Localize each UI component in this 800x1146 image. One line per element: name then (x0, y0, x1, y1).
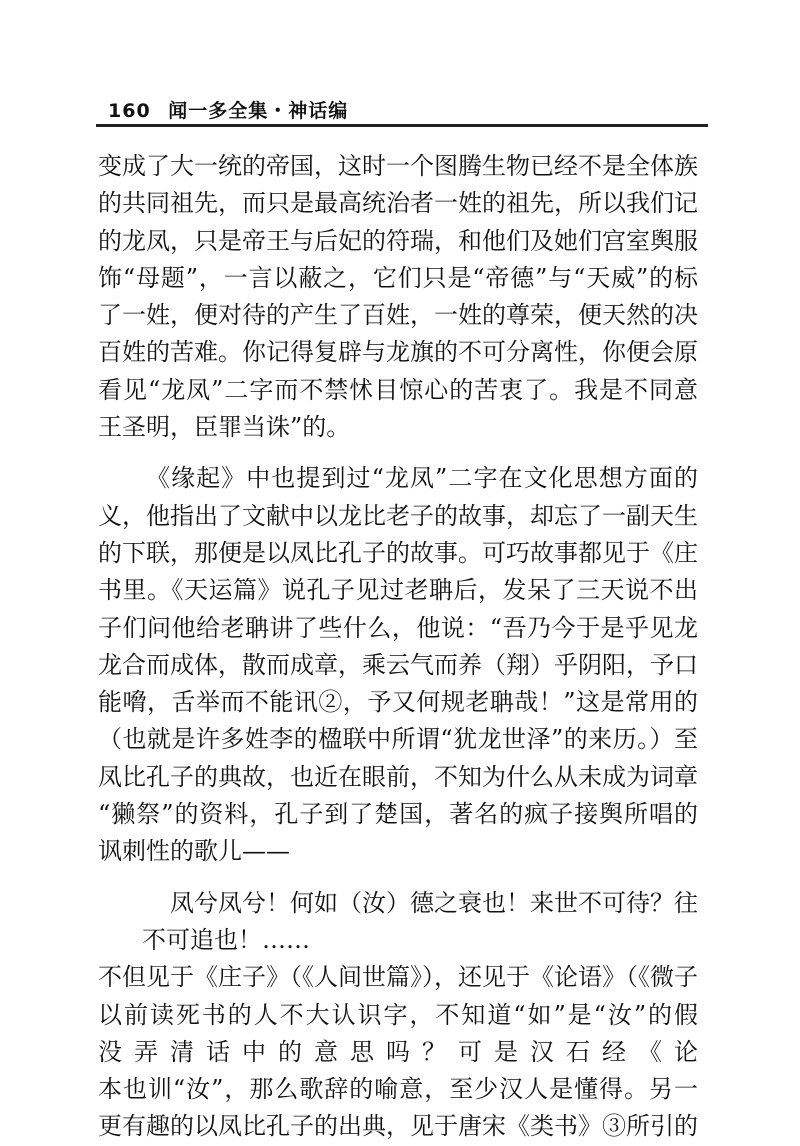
running-header (108, 96, 348, 123)
text-line: （也就是许多姓李的楹联中所谓“犹龙世泽”的来历。）至 (98, 725, 698, 754)
text-line: 更有趣的以凤比孔子的出典，见于唐宋《类书》③所引的 (98, 1112, 698, 1141)
text-line: 不但见于《庄子》（《人间世篇》），还见于《论语》（《微子 (98, 963, 698, 992)
text-line: 不可追也！…… (142, 925, 310, 954)
text-line: 凤比孔子的典故，也近在眼前，不知为什么从未成为词章 (98, 762, 698, 791)
text-line: 了一姓，便对待的产生了百姓，一姓的尊荣，便天然的决 (98, 301, 698, 330)
text-line: “獭祭”的资料，孔子到了楚国，著名的疯子接舆所唱的 (98, 800, 698, 829)
text-line: 的下联，那便是以凤比孔子的故事。可巧故事都见于《庄 (98, 538, 698, 567)
text-line: 书里。《天运篇》说孔子见过老聃后，发呆了三天说不出 (98, 576, 698, 605)
text-line: 《缘起》中也提到过“龙凤”二字在文化思想方面的 (146, 464, 698, 493)
text-line: 百姓的苦难。你记得复辟与龙旗的不可分离性，你便会原 (98, 338, 698, 367)
text-line: 本也训“汝”，那么歌辞的喻意，至少汉人是懂得。另一 (98, 1075, 698, 1104)
text-line: 王圣明，臣罪当诛”的。 (98, 413, 351, 442)
text-line: 子们问他给老聃讲了些什么，他说：“吾乃今于是乎见龙 (98, 613, 698, 642)
text-line: 饰“母题”，一言以蔽之，它们只是“帝德”与“天威”的标 (98, 263, 698, 292)
body-text (98, 148, 698, 1146)
text-line: 变成了大一统的帝国，这时一个图腾生物已经不是全体族 (98, 152, 698, 180)
text-line: 凤兮凤兮！何如（汝）德之衰也！来世不可待？往 (170, 888, 698, 917)
text-line: 义，他指出了文献中以龙比老子的故事，却忘了一副天生 (98, 501, 698, 530)
text-line: 没弄清话中的意思吗？可是汉石经《论 (98, 1037, 698, 1066)
page-number: 160 (108, 100, 151, 122)
text-line: 看见“龙凤”二字而不禁怵目惊心的苦衷了。我是不同意 (98, 375, 698, 404)
header-rule (96, 124, 708, 127)
text-line: 的共同祖先，而只是最高统治者一姓的祖先，所以我们记 (98, 189, 698, 218)
text-line: 讽刺性的歌儿—— (98, 837, 290, 866)
running-title: 闻一多全集・神话编 (168, 100, 349, 122)
text-line: 的龙凤，只是帝王与后妃的符瑞，和他们及她们宫室舆服 (98, 226, 698, 255)
text-line: 龙合而成体，散而成章，乘云气而养（翔）乎阴阳，予口 (98, 650, 698, 679)
text-line: 以前读死书的人不大认识字，不知道“如”是“汝”的假 (98, 1000, 698, 1029)
text-line: 能嗋，舌举而不能讯②，予又何规老聃哉！”这是常用的 (98, 688, 698, 717)
